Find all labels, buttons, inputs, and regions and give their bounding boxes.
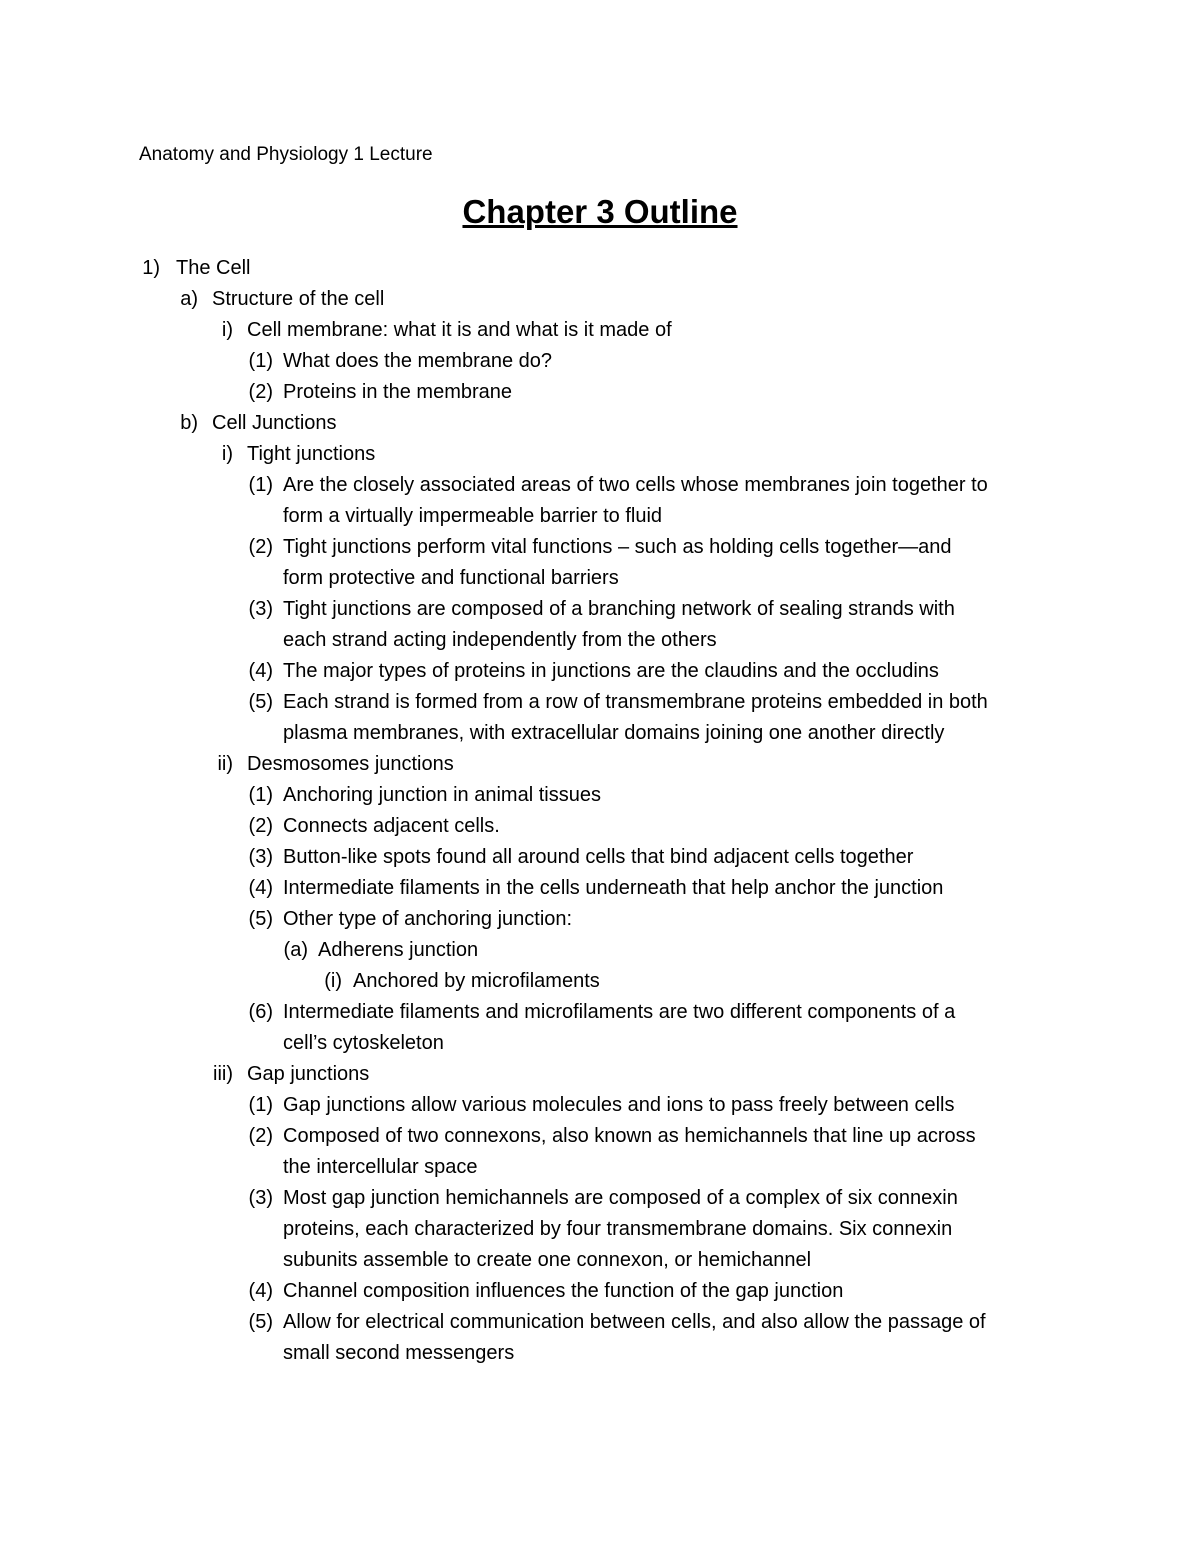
outline-item (0, 594, 1200, 625)
page-title: Chapter 3 Outline (462, 193, 738, 230)
course-name: Anatomy and Physiology 1 Lecture (139, 144, 433, 165)
outline-text: Anchored by microfilaments (353, 970, 600, 992)
outline-list (0, 253, 1200, 1369)
outline-item-continuation (0, 1152, 1200, 1183)
outline-item (0, 1090, 1200, 1121)
outline-item (0, 439, 1200, 470)
outline-item (0, 253, 1200, 284)
outline-item (0, 470, 1200, 501)
outline-text: The major types of proteins in junctions are the claudins and the occludins (283, 660, 939, 682)
outline-item (0, 1183, 1200, 1214)
outline-marker: (2) (248, 1125, 273, 1147)
outline-item-continuation (0, 1338, 1200, 1369)
outline-marker: iii) (213, 1063, 233, 1085)
outline-item (0, 315, 1200, 346)
outline-item (0, 904, 1200, 935)
outline-marker: (2) (248, 381, 273, 403)
outline-item (0, 1121, 1200, 1152)
outline-item-continuation (0, 1245, 1200, 1276)
outline-marker: ii) (217, 753, 233, 775)
outline-marker: (1) (248, 350, 273, 372)
outline-marker: i) (221, 319, 233, 341)
outline-text: cell’s cytoskeleton (283, 1032, 444, 1054)
outline-text: proteins, each characterized by four transmembrane domains. Six connexin (283, 1218, 953, 1240)
outline-item (0, 1307, 1200, 1338)
outline-item (0, 346, 1200, 377)
outline-text: Tight junctions are composed of a branching network of sealing strands with (283, 598, 955, 620)
outline-text: the intercellular space (283, 1156, 478, 1178)
outline-text: Are the closely associated areas of two cells whose membranes join together to (283, 474, 988, 496)
outline-marker: (4) (248, 877, 273, 899)
outline-item (0, 966, 1200, 997)
outline-marker: 1) (142, 257, 160, 279)
outline-text: Each strand is formed from a row of transmembrane proteins embedded in both (283, 691, 988, 713)
outline-marker: (5) (248, 1311, 273, 1333)
outline-item (0, 780, 1200, 811)
outline-text: What does the membrane do? (283, 350, 553, 372)
outline-text: Gap junctions (247, 1063, 370, 1085)
outline-item (0, 1059, 1200, 1090)
outline-marker: (5) (248, 691, 273, 713)
outline-marker: (i) (324, 970, 342, 992)
outline-item-continuation (0, 625, 1200, 656)
outline-item (0, 842, 1200, 873)
outline-text: Adherens junction (318, 939, 479, 961)
outline-text: Structure of the cell (212, 288, 385, 310)
outline-marker: i) (221, 443, 233, 465)
outline-marker: a) (180, 288, 198, 310)
outline-item (0, 687, 1200, 718)
outline-item-continuation (0, 1214, 1200, 1245)
outline-text: form protective and functional barriers (283, 567, 619, 589)
outline-item (0, 997, 1200, 1028)
outline-text: small second messengers (283, 1342, 515, 1364)
outline-marker: (1) (248, 784, 273, 806)
outline-text: Tight junctions perform vital functions – such as holding cells together—and (283, 536, 952, 558)
outline-text: form a virtually impermeable barrier to fluid (283, 505, 663, 527)
outline-item-continuation (0, 1028, 1200, 1059)
outline-item (0, 377, 1200, 408)
outline-marker: b) (180, 412, 198, 434)
outline-text: Most gap junction hemichannels are composed of a complex of six connexin (283, 1187, 958, 1209)
outline-marker: (1) (248, 474, 273, 496)
outline-marker: (3) (248, 846, 273, 868)
outline-text: Cell Junctions (212, 412, 337, 434)
outline-text: Anchoring junction in animal tissues (283, 784, 601, 806)
outline-text: plasma membranes, with extracellular domains joining one another directly (283, 722, 945, 744)
outline-item (0, 811, 1200, 842)
outline-marker: (3) (248, 1187, 273, 1209)
outline-item (0, 656, 1200, 687)
outline-text: Composed of two connexons, also known as hemichannels that line up across (283, 1125, 976, 1147)
outline-text: subunits assemble to create one connexon, or hemichannel (283, 1249, 812, 1271)
outline-marker: (a) (283, 939, 308, 961)
outline-item-continuation (0, 501, 1200, 532)
outline-marker: (4) (248, 660, 273, 682)
outline-marker: (6) (248, 1001, 273, 1023)
outline-text: each strand acting independently from the others (283, 629, 717, 651)
outline-text: Channel composition influences the function of the gap junction (283, 1280, 844, 1302)
outline-item (0, 873, 1200, 904)
outline-item (0, 284, 1200, 315)
outline-text: Intermediate filaments in the cells underneath that help anchor the junction (283, 877, 944, 899)
outline-marker: (1) (248, 1094, 273, 1116)
outline-item (0, 408, 1200, 439)
outline-text: Desmosomes junctions (247, 753, 454, 775)
outline-text: Button-like spots found all around cells that bind adjacent cells together (283, 846, 914, 868)
outline-item-continuation (0, 563, 1200, 594)
outline-item (0, 749, 1200, 780)
outline-text: Intermediate filaments and microfilaments are two different components of a (283, 1001, 956, 1023)
outline-marker: (2) (248, 536, 273, 558)
outline-marker: (3) (248, 598, 273, 620)
outline-item (0, 935, 1200, 966)
outline-marker: (4) (248, 1280, 273, 1302)
outline-text: Allow for electrical communication between cells, and also allow the passage of (283, 1311, 986, 1333)
outline-text: Gap junctions allow various molecules and ions to pass freely between cells (283, 1094, 955, 1116)
outline-text: The Cell (176, 257, 251, 279)
outline-text: Other type of anchoring junction: (283, 908, 573, 930)
outline-text: Proteins in the membrane (283, 381, 513, 403)
outline-text: Cell membrane: what it is and what is it made of (247, 319, 672, 341)
outline-item (0, 1276, 1200, 1307)
outline-marker: (5) (248, 908, 273, 930)
outline-text: Tight junctions (247, 443, 376, 465)
outline-marker: (2) (248, 815, 273, 837)
outline-item (0, 532, 1200, 563)
outline-item-continuation (0, 718, 1200, 749)
outline-text: Connects adjacent cells. (283, 815, 500, 837)
